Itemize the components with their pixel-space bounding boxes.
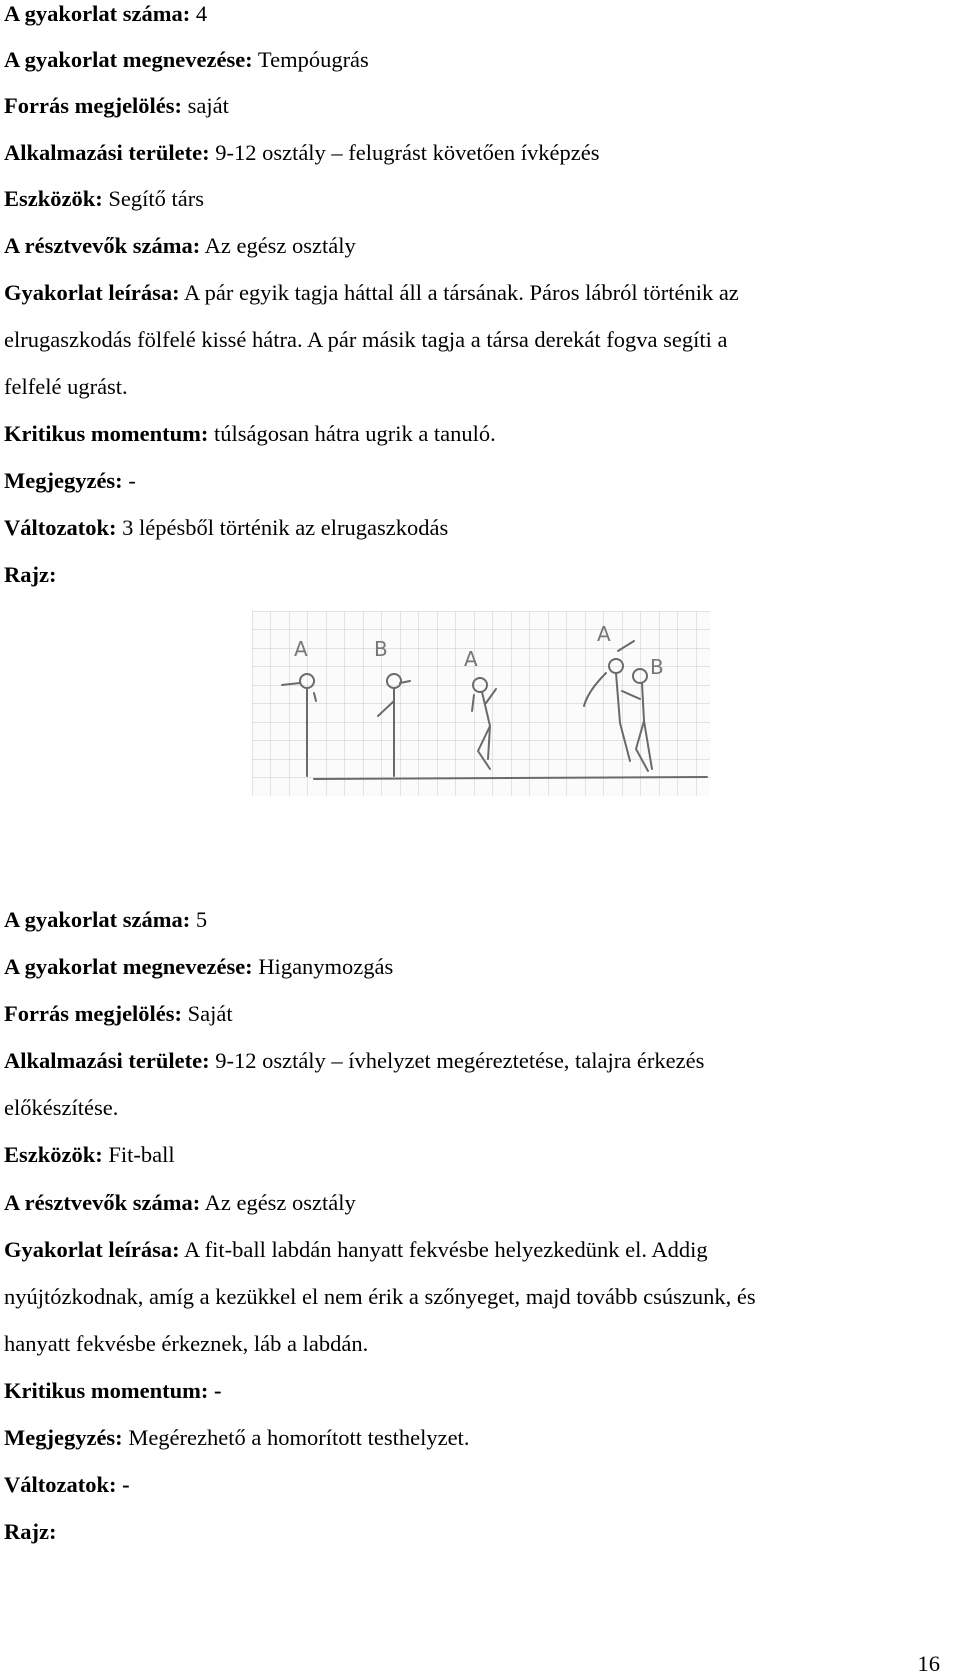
ex5-name-value: Higanymozgás bbox=[258, 954, 394, 979]
ex4-desc-line-3: felfelé ugrást. bbox=[4, 374, 128, 399]
ex4-name-label: A gyakorlat megnevezése: bbox=[4, 47, 253, 72]
ex5-tools-label: Eszközök: bbox=[4, 1142, 103, 1167]
ex4-note-line bbox=[4, 467, 136, 495]
ex5-variants-value: - bbox=[122, 1472, 130, 1497]
ex4-number-line bbox=[4, 0, 207, 28]
ex4-desc-label: Gyakorlat leírása: bbox=[4, 280, 180, 305]
figure-letter-4: A bbox=[597, 622, 611, 646]
ex5-number-value: 5 bbox=[195, 907, 208, 932]
figure-letter-5: B bbox=[650, 655, 664, 679]
ex5-participants-label: A résztvevők száma: bbox=[4, 1190, 201, 1215]
ex4-tools-label: Eszközök: bbox=[4, 186, 103, 211]
ex4-tools-line bbox=[4, 185, 204, 213]
ex5-tools-line bbox=[4, 1141, 175, 1169]
ex5-area-line bbox=[4, 1047, 704, 1075]
ex4-participants-value: Az egész osztály bbox=[204, 233, 356, 258]
ex5-desc-label: Gyakorlat leírása: bbox=[4, 1237, 180, 1262]
ex4-source-line bbox=[4, 92, 229, 120]
ex5-source-line bbox=[4, 1000, 233, 1028]
ex5-note-line bbox=[4, 1424, 469, 1452]
ex5-area-line-2: előkészítése. bbox=[4, 1095, 119, 1120]
ex5-desc-text-1: A fit-ball labdán hanyatt fekvésbe helyezkedünk el. Addig bbox=[184, 1237, 708, 1262]
ex5-area-value: 9-12 osztály – ívhelyzet megéreztetése, talajra érkezés bbox=[215, 1048, 705, 1073]
ex4-note-value: - bbox=[128, 468, 136, 493]
ex4-drawing-label: Rajz: bbox=[4, 562, 57, 587]
ex4-area-value: 9-12 osztály – felugrást követően ívképzés bbox=[215, 140, 600, 165]
ex5-source-label: Forrás megjelölés: bbox=[4, 1001, 183, 1026]
ex4-name-value: Tempóugrás bbox=[257, 47, 369, 72]
ex4-participants-line bbox=[4, 232, 356, 260]
ex5-critical-label: Kritikus momentum: bbox=[4, 1378, 209, 1403]
grid-lines bbox=[252, 611, 710, 796]
page-number: 16 bbox=[917, 1651, 940, 1676]
ex4-area-label: Alkalmazási területe: bbox=[4, 140, 210, 165]
ex4-participants-label: A résztvevők száma: bbox=[4, 233, 201, 258]
figure-letter-3: A bbox=[464, 647, 478, 671]
ex4-number-value: 4 bbox=[195, 1, 208, 26]
ex4-variants-line bbox=[4, 514, 448, 542]
figure-letter-2: B bbox=[374, 637, 388, 661]
ex5-name-label: A gyakorlat megnevezése: bbox=[4, 954, 253, 979]
ex4-desc-text-1: A pár egyik tagja háttal áll a társának. Páros lábról történik az bbox=[184, 280, 739, 305]
ex4-desc-line-2: elrugaszkodás fölfelé kissé hátra. A pár másik tagja a társa derekát fogva segíti a bbox=[4, 327, 728, 352]
ex5-note-label: Megjegyzés: bbox=[4, 1425, 123, 1450]
ex5-desc-line-3: hanyatt fekvésbe érkeznek, láb a labdán. bbox=[4, 1331, 369, 1356]
ex5-tools-value: Fit-ball bbox=[108, 1142, 175, 1167]
ex5-number-line bbox=[4, 906, 207, 934]
ex5-critical-value: - bbox=[214, 1378, 222, 1403]
ex5-number-label: A gyakorlat száma: bbox=[4, 907, 191, 932]
ex5-area-label: Alkalmazási területe: bbox=[4, 1048, 210, 1073]
ex4-critical-value: túlságosan hátra ugrik a tanuló. bbox=[214, 421, 496, 446]
ex4-desc-line-1 bbox=[4, 279, 739, 307]
ex4-critical-label: Kritikus momentum: bbox=[4, 421, 209, 446]
ex4-variants-label: Változatok: bbox=[4, 515, 117, 540]
ex4-source-label: Forrás megjelölés: bbox=[4, 93, 183, 118]
ex5-critical-line bbox=[4, 1377, 222, 1405]
ex5-desc-line-1 bbox=[4, 1236, 708, 1264]
ex5-source-value: Saját bbox=[187, 1001, 233, 1026]
ex4-variants-value: 3 lépésből történik az elrugaszkodás bbox=[122, 515, 449, 540]
ex5-participants-value: Az egész osztály bbox=[204, 1190, 356, 1215]
ex4-tools-value: Segítő társ bbox=[108, 186, 205, 211]
ex4-critical-line bbox=[4, 420, 496, 448]
ex5-drawing-label: Rajz: bbox=[4, 1519, 57, 1544]
ex5-variants-label: Változatok: bbox=[4, 1472, 117, 1497]
figure-letter-1: A bbox=[294, 637, 308, 661]
ex5-desc-line-2: nyújtózkodnak, amíg a kezükkel el nem érik a szőnyeget, majd tovább csúszunk, és bbox=[4, 1284, 756, 1309]
stick-figure-drawing bbox=[252, 611, 710, 796]
ex4-source-value: saját bbox=[187, 93, 229, 118]
ex4-note-label: Megjegyzés: bbox=[4, 468, 123, 493]
ex5-name-line bbox=[4, 953, 393, 981]
ex5-variants-line bbox=[4, 1471, 130, 1499]
ex5-note-value: Megérezhető a homorított testhelyzet. bbox=[128, 1425, 470, 1450]
ex5-participants-line bbox=[4, 1189, 356, 1217]
ex4-area-line bbox=[4, 139, 599, 167]
ex4-name-line bbox=[4, 46, 369, 74]
ex4-number-label: A gyakorlat száma: bbox=[4, 1, 191, 26]
